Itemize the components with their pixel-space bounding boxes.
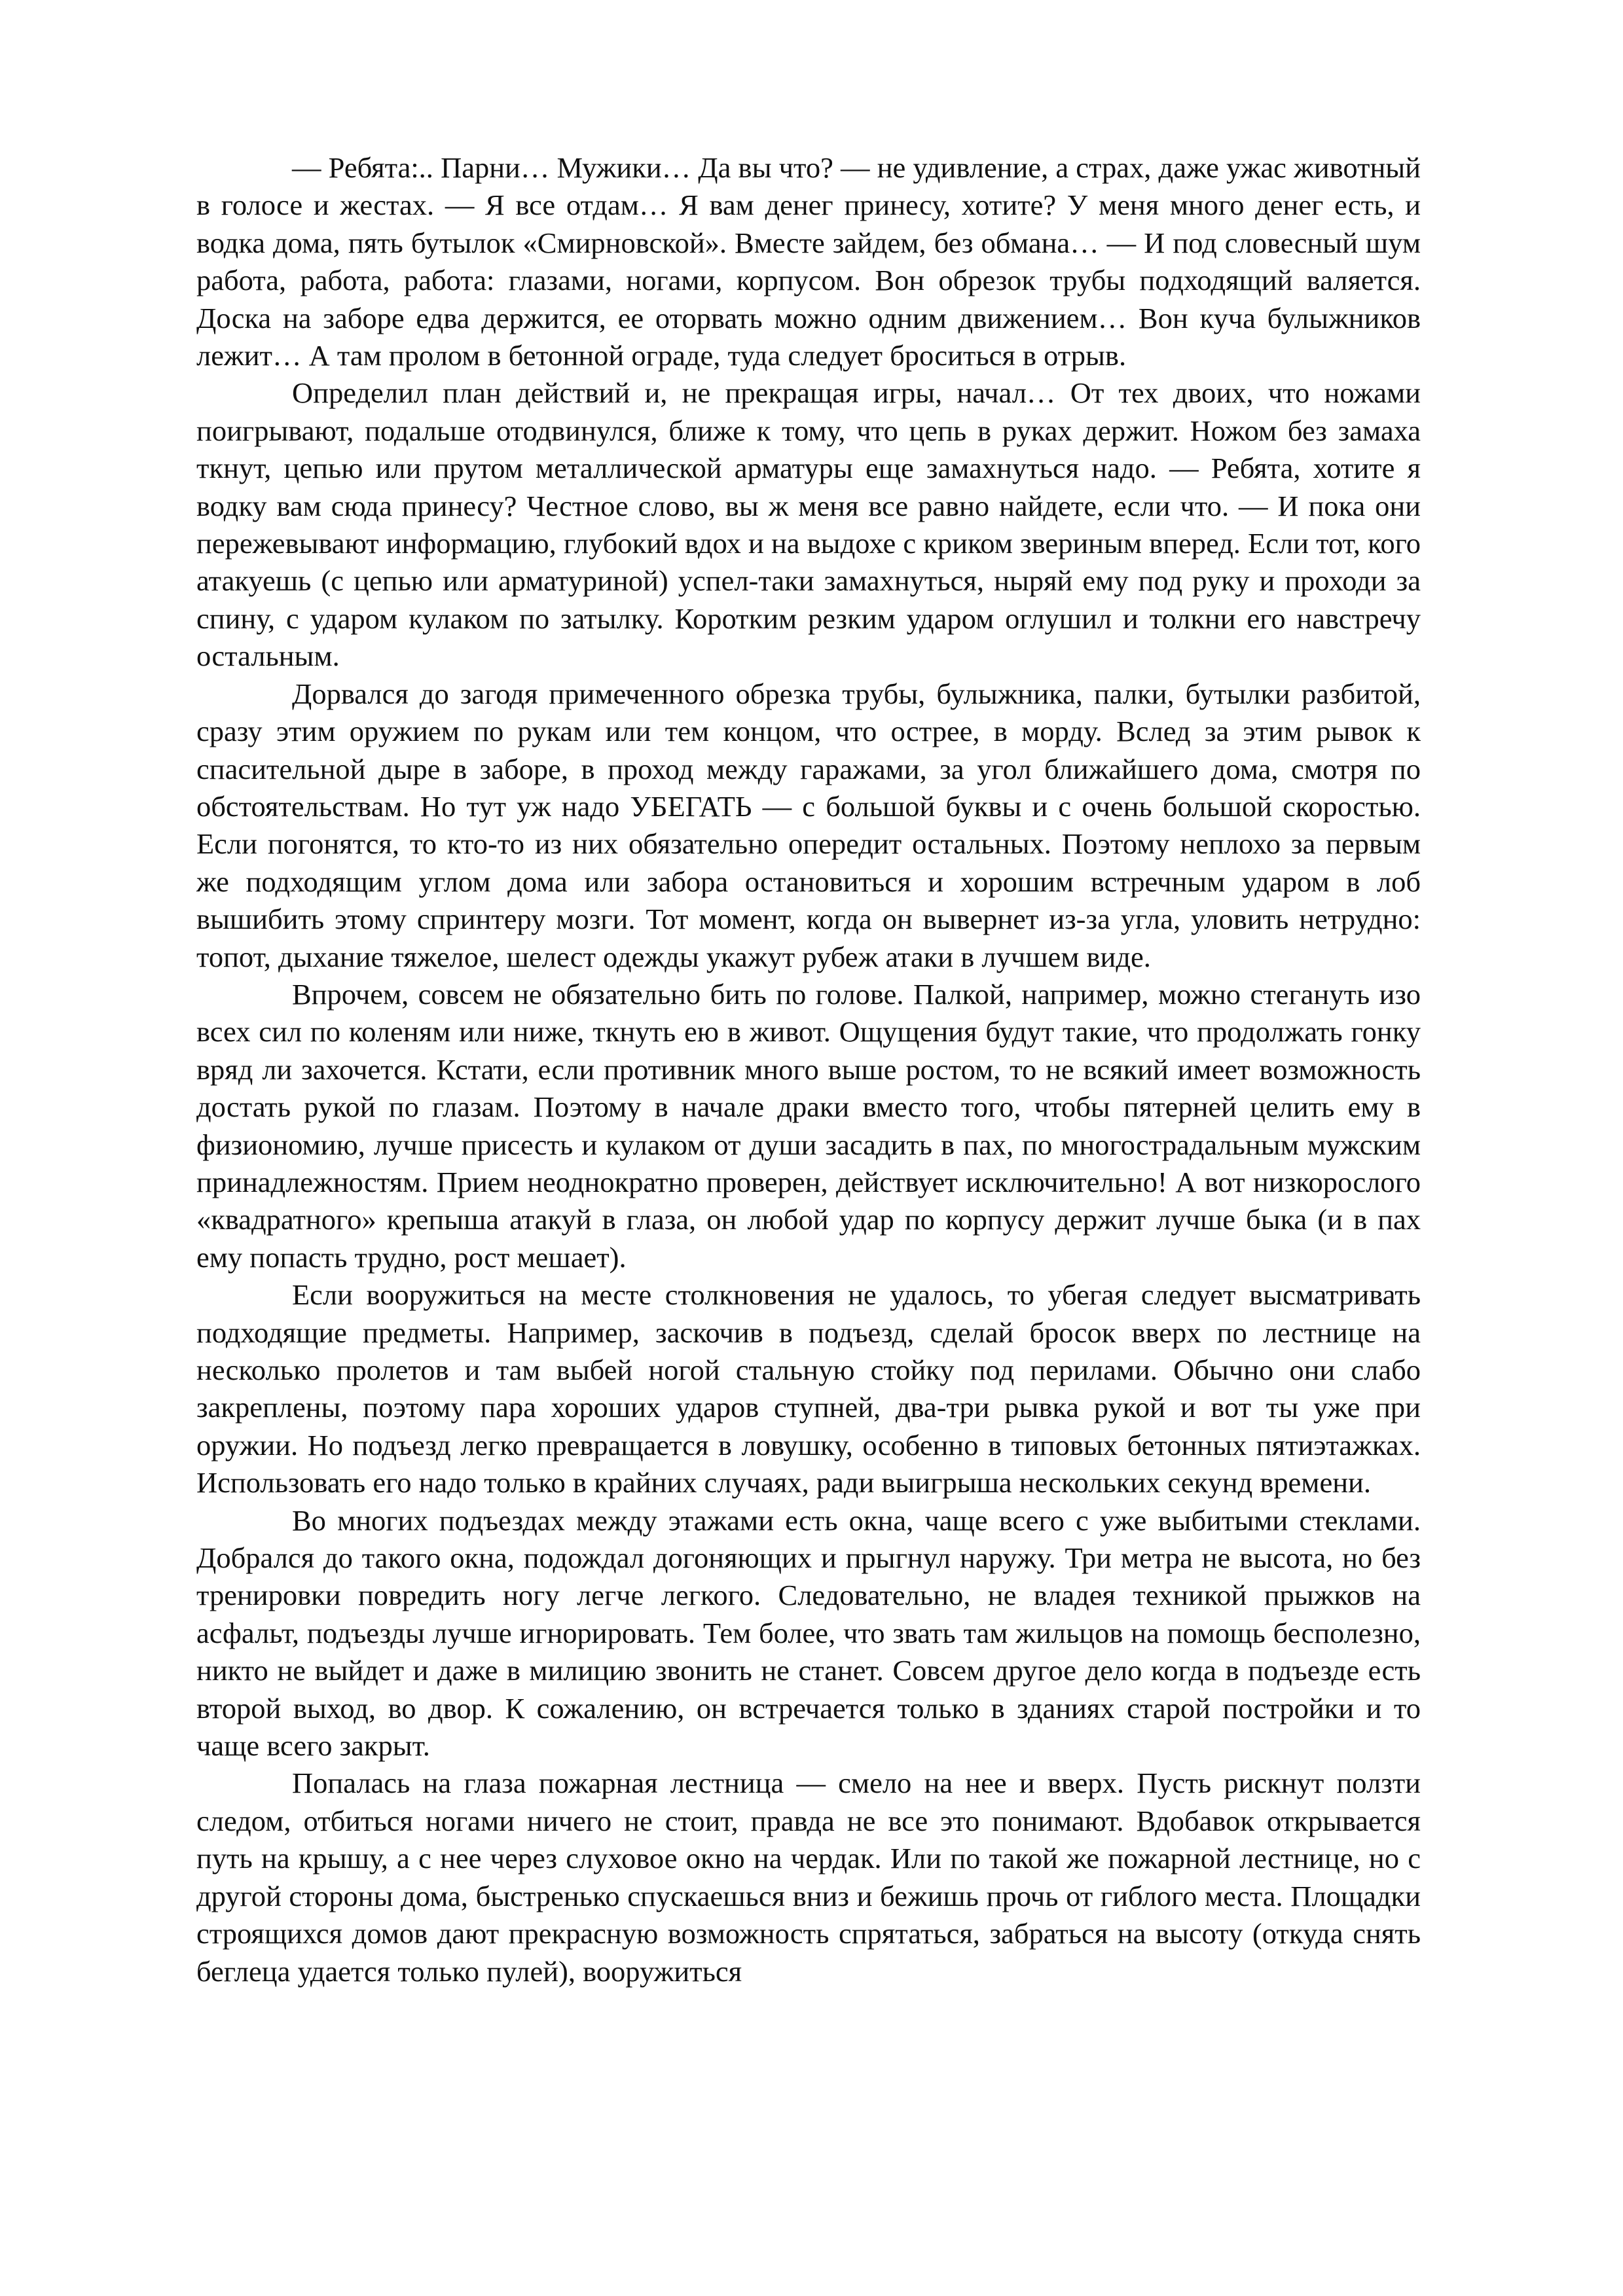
paragraph-5: Если вооружиться на месте столкновения не удалось, то убегая следует высматривать подходящие предметы. Например, заскочив в подъезд, сделай бросок вверх по лестнице на несколько пролетов и там выбей ногой стальную стойку под перилами. Обычно они слабо закреплены, поэтому пара хороших ударов ступней, два-три рывка рукой и вот ты уже при оружии. Но подъезд легко превращается в ловушку, особенно в типовых бетонных пятиэтажках. Использовать его надо только в крайних случаях, ради выигрыша нескольких секунд времени.: [196, 1278, 1421, 1499]
paragraph-6: Во многих подъездах между этажами есть окна, чаще всего с уже выбитыми стеклами. Добрался до такого окна, подождал догоняющих и прыгнул наружу. Три метра не высота, но без тренировки повредить ногу легче легкого. Следовательно, не владея техникой прыжков на асфальт, подъезды лучше игнорировать. Тем более, что звать там жильцов на помощь бесполезно, никто не выйдет и даже в милицию звонить не станет. Совсем другое дело когда в подъезде есть второй выход, во двор. К сожалению, он встречается только в зданиях старой постройки и то чаще всего закрыт.: [196, 1503, 1421, 1763]
document-page: [196, 149, 1421, 1990]
paragraph-4: Впрочем, совсем не обязательно бить по голове. Палкой, например, можно стегануть изо всех сил по коленям или ниже, ткнуть ею в живот. Ощущения будут такие, что продолжать гонку вряд ли захочется. Кстати, если противник много выше ростом, то не всякий имеет возможность достать рукой по глазам. Поэтому в начале драки вместо того, чтобы пятерней целить ему в физиономию, лучше присесть и кулаком от души засадить в пах, по многострадальным мужским принадлежностям. Прием неоднократно проверен, действует исключительно! А вот низкорослого «квадратного» крепыша атакуй в глаза, он любой удар по корпусу держит лучше быка (и в пах ему попасть трудно, рост мешает).: [196, 977, 1421, 1274]
paragraph-1: — Ребята:.. Парни… Мужики… Да вы что? — не удивление, а страх, даже ужас животный в голосе и жестах. — Я все отдам… Я вам денег принесу, хотите? У меня много денег есть, и водка дома, пять бутылок «Смирновской». Вместе зайдем, без обмана… — И под словесный шум работа, работа, работа: глазами, ногами, корпусом. Вон обрезок трубы подходящий валяется. Доска на заборе едва держится, ее оторвать можно одним движением… Вон куча булыжников лежит… А там пролом в бетонной ограде, туда следует броситься в отрыв.: [196, 151, 1421, 372]
paragraph-2: Определил план действий и, не прекращая игры, начал… От тех двоих, что ножами поигрывают, подальше отодвинулся, ближе к тому, что цепь в руках держит. Ножом без замаха ткнут, цепью или прутом металлической арматуры еще замахнуться надо. — Ребята, хотите я водку вам сюда принесу? Честное слово, вы ж меня все равно найдете, если что. — И пока они пережевывают информацию, глубокий вдох и на выдохе с криком звериным вперед. Если тот, кого атакуешь (с цепью или арматуриной) успел-таки замахнуться, ныряй ему под руку и проходи за спину, с ударом кулаком по затылку. Коротким резким ударом оглушил и толкни его навстречу остальным.: [196, 376, 1421, 673]
paragraph-3: Дорвался до загодя примеченного обрезка трубы, булыжника, палки, бутылки разбитой, сразу этим оружием по рукам или тем концом, что острее, в морду. Вслед за этим рывок к спасительной дыре в заборе, в проход между гаражами, за угол ближайшего дома, смотря по обстоятельствам. Но тут уж надо УБЕГАТЬ — с большой буквы и с очень большой скоростью. Если погонятся, то кто-то из них обязательно опередит остальных. Поэтому неплохо за первым же подходящим углом дома или забора остановиться и хорошим встречным ударом в лоб вышибить этому спринтеру мозги. Тот момент, когда он вывернет из-за угла, уловить нетрудно: топот, дыхание тяжелое, шелест одежды укажут рубеж атаки в лучшем виде.: [196, 677, 1421, 973]
paragraph-7: Попалась на глаза пожарная лестница — смело на нее и вверх. Пусть рискнут ползти следом, отбиться ногами ничего не стоит, правда не все это понимают. Вдобавок открывается путь на крышу, а с нее через слуховое окно на чердак. Или по такой же пожарной лестнице, но с другой стороны дома, быстренько спускаешься вниз и бежишь прочь от гиблого места. Площадки строящихся домов дают прекрасную возможность спрятаться, забраться на высоту (откуда снять беглеца удается только пулей), вооружиться: [196, 1767, 1421, 1988]
